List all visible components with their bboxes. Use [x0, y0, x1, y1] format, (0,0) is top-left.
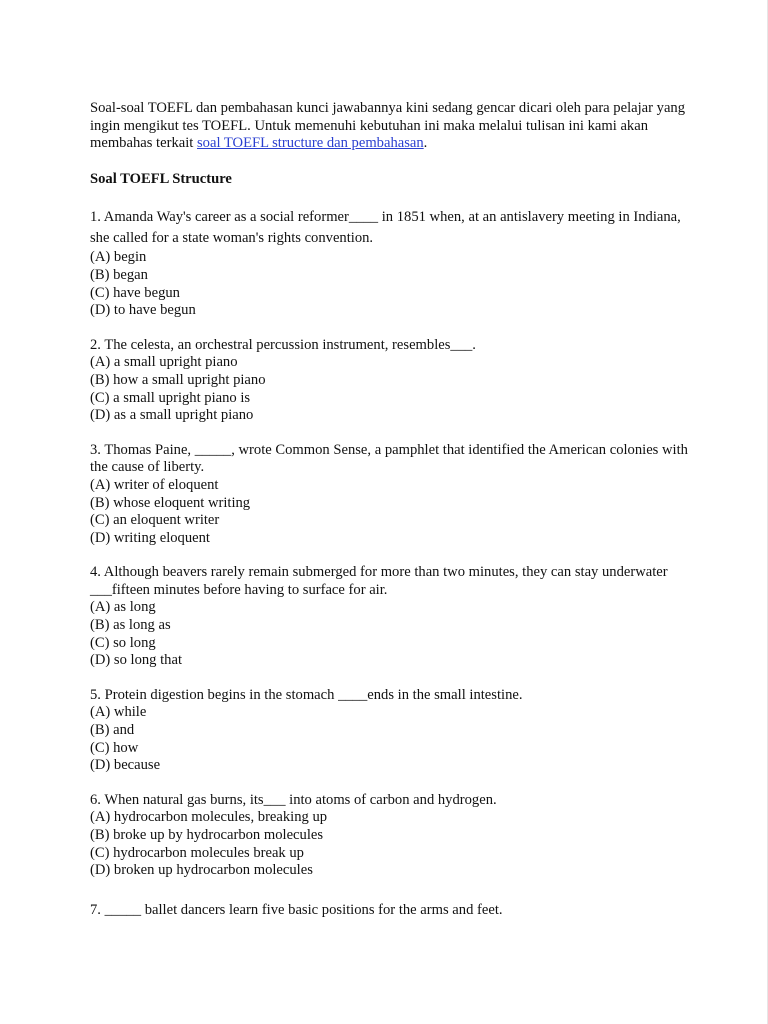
answer-option-d: (D) as a small upright piano [90, 407, 254, 424]
answer-option-c: (C) have begun [90, 284, 180, 301]
answer-option-b: (B) how a small upright piano [90, 371, 266, 388]
question-4 [90, 564, 690, 670]
answer-option-c: (C) a small upright piano is [90, 389, 251, 406]
question-stem: 1. Amanda Way's career as a social reformer____ in 1851 when, at an antislavery meeting in Indiana, she called for a state woman's rights convention. [90, 209, 681, 247]
answer-option-a: (A) writer of eloquent [90, 476, 219, 493]
answer-option-b: (B) and [90, 722, 135, 739]
answer-option-d: (D) broken up hydrocarbon molecules [90, 862, 313, 879]
question-2 [90, 337, 690, 425]
answer-option-b: (B) broke up by hydrocarbon molecules [90, 827, 324, 843]
answer-option-a: (A) begin [90, 249, 147, 266]
answer-option-c: (C) an eloquent writer [90, 512, 220, 529]
answer-option-b: (B) began [90, 266, 148, 283]
question-1 [90, 207, 690, 319]
answer-option-b: (B) whose eloquent writing [90, 494, 251, 511]
answer-option-a: (A) while [90, 704, 147, 721]
answer-option-d: (D) so long that [90, 652, 183, 669]
question-3 [90, 442, 690, 548]
question-stem: 6. When natural gas burns, its___ into atoms of carbon and hydrogen. [90, 791, 497, 808]
answer-option-c: (C) so long [90, 634, 156, 651]
question-stem: 7. _____ ballet dancers learn five basic positions for the arms and feet. [90, 901, 503, 918]
toefl-structure-link[interactable]: soal TOEFL structure dan pembahasan [196, 135, 424, 152]
answer-option-b: (B) as long as [90, 617, 171, 634]
answer-option-c: (C) how [90, 739, 139, 756]
section-heading: Soal TOEFL Structure [90, 170, 232, 187]
intro-text-end: . [423, 135, 428, 152]
answer-option-d: (D) because [90, 757, 161, 774]
question-stem: 2. The celesta, an orchestral percussion instrument, resembles___. [90, 336, 476, 353]
answer-option-a: (A) as long [90, 599, 156, 616]
intro-text: Soal-soal TOEFL dan pembahasan kunci jawabannya kini sedang gencar dicari oleh para pelajar yang ingin mengikut tes TOEFL. Untuk memenuhi kebutuhan ini maka melalui tulisan ini kami akan membahas terkait [90, 100, 686, 152]
answer-option-d: (D) to have begun [90, 302, 196, 319]
question-5 [90, 687, 690, 775]
intro-paragraph [90, 100, 690, 153]
question-stem: 4. Although beavers rarely remain submerged for more than two minutes, they can stay underwater ___fifteen minutes before having to surface for air. [90, 564, 668, 598]
answer-option-d: (D) writing eloquent [90, 529, 210, 546]
question-6 [90, 792, 690, 880]
answer-option-a: (A) hydrocarbon molecules, breaking up [90, 809, 328, 826]
document-content [90, 100, 690, 919]
answer-option-a: (A) a small upright piano [90, 354, 238, 371]
answer-option-c: (C) hydrocarbon molecules break up [90, 844, 304, 861]
question-stem: 3. Thomas Paine, _____, wrote Common Sense, a pamphlet that identified the American colonies with the cause of liberty. [90, 441, 688, 476]
question-stem: 5. Protein digestion begins in the stomach ____ends in the small intestine. [90, 686, 523, 703]
question-7 [90, 902, 690, 920]
